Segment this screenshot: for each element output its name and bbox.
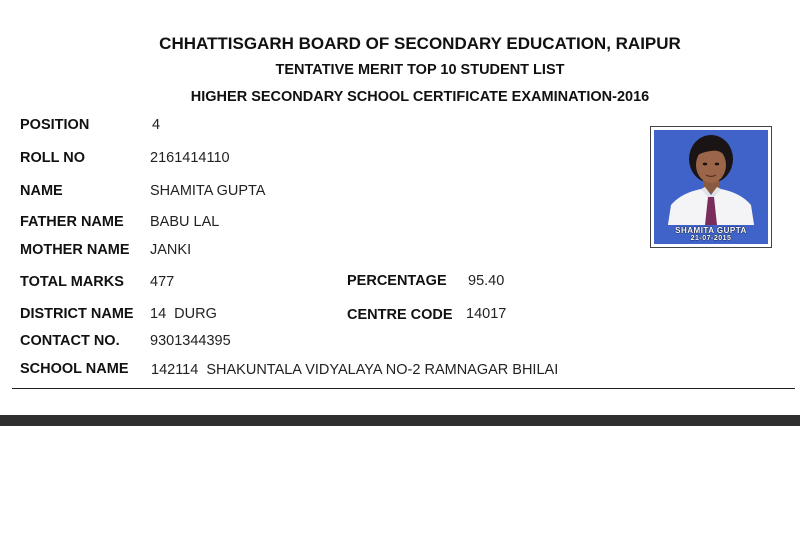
school-name-value: 142114 SHAKUNTALA VIDYALAYA NO-2 RAMNAGAR BHILAI: [151, 362, 559, 378]
roll-no-value: 2161414110: [150, 150, 230, 166]
school-name-label: SCHOOL NAME: [20, 361, 129, 377]
student-photo: [650, 126, 772, 248]
bottom-dark-bar: [0, 415, 800, 426]
centre-code-value: 14017: [466, 306, 507, 322]
father-name-value: BABU LAL: [150, 214, 220, 230]
name-label: NAME: [20, 183, 63, 199]
position-value: 4: [152, 117, 161, 133]
photo-caption-date: 21-07-2015: [690, 235, 732, 242]
centre-code-label: CENTRE CODE: [347, 307, 453, 323]
total-marks-label: TOTAL MARKS: [20, 274, 124, 290]
contact-no-value: 9301344395: [150, 333, 231, 349]
district-name-value: 14 DURG: [150, 306, 217, 322]
position-label: POSITION: [20, 117, 90, 133]
name-value: SHAMITA GUPTA: [150, 183, 266, 199]
board-title: CHHATTISGARH BOARD OF SECONDARY EDUCATION, RAIPUR: [159, 34, 681, 53]
divider-line: [12, 388, 795, 389]
mother-name-label: MOTHER NAME: [20, 242, 130, 258]
father-name-label: FATHER NAME: [20, 214, 124, 230]
percentage-label: PERCENTAGE: [347, 273, 447, 289]
total-marks-value: 477: [150, 274, 175, 290]
contact-no-label: CONTACT NO.: [20, 333, 120, 349]
mother-name-value: JANKI: [150, 242, 192, 258]
roll-no-label: ROLL NO: [20, 150, 85, 166]
district-name-label: DISTRICT NAME: [20, 306, 134, 322]
photo-caption-name: SHAMITA GUPTA: [675, 226, 747, 235]
percentage-value: 95.40: [468, 273, 505, 289]
list-title: TENTATIVE MERIT TOP 10 STUDENT LIST: [275, 62, 565, 78]
exam-title: HIGHER SECONDARY SCHOOL CERTIFICATE EXAMINATION-2016: [190, 89, 650, 105]
